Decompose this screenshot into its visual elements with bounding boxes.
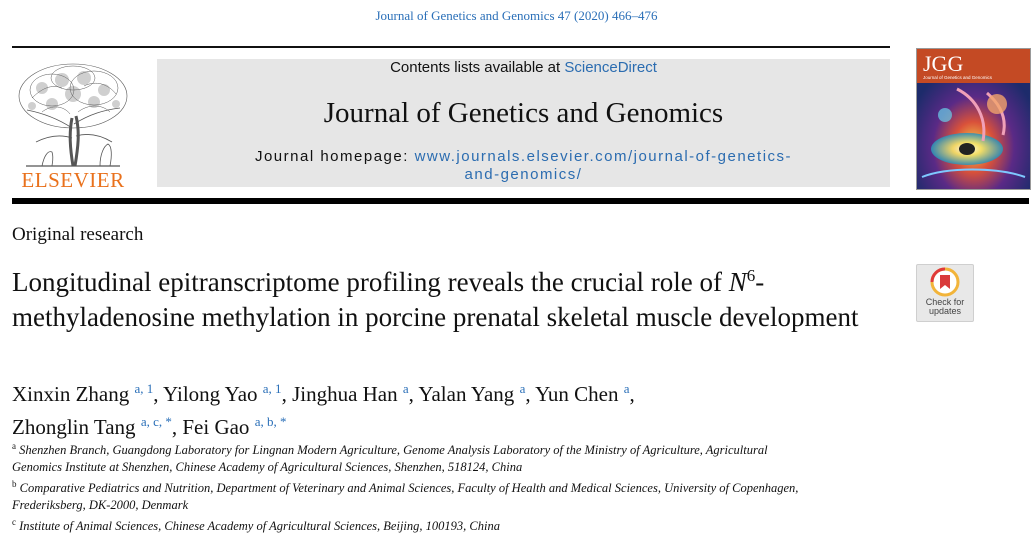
author-affil-link[interactable]: a <box>623 381 630 396</box>
homepage-link-line1[interactable]: www.journals.elsevier.com/journal-of-genetics- <box>414 148 793 165</box>
check-updates-line2: updates <box>928 306 962 316</box>
affiliation-text: Comparative Pediatrics and Nutrition, Department of Veterinary and Animal Sciences, Faculty of Health and Medical Sciences, University of Copenhagen, <box>19 481 799 496</box>
author-separator: , <box>153 382 163 406</box>
author[interactable]: Yun Chen <box>535 382 619 406</box>
title-part-2: -methyladenosine methylation in porcine prenatal skeletal muscle development <box>12 267 859 332</box>
homepage-prefix: Journal homepage: <box>254 148 415 165</box>
author[interactable]: Xinxin Zhang <box>12 382 130 406</box>
check-updates-label <box>917 298 973 316</box>
affiliation-line <box>12 514 1022 535</box>
title-superscript: 6 <box>746 266 756 285</box>
author-affil-link[interactable]: a, b, * <box>254 414 287 429</box>
journal-homepage <box>157 148 890 184</box>
author[interactable]: Fei Gao <box>182 415 250 439</box>
affiliation-line <box>12 459 1022 476</box>
affiliation-mark: c <box>12 517 16 528</box>
journal-header <box>157 59 890 187</box>
affiliation-line <box>12 438 1022 459</box>
cover-jgg-title: JGG <box>923 51 964 76</box>
contents-line <box>157 59 890 76</box>
affiliation-text: Institute of Animal Sciences, Chinese Academy of Agricultural Sciences, Beijing, 100193, China <box>19 519 500 534</box>
top-rule <box>12 46 890 48</box>
author-separator: , <box>171 415 183 439</box>
author-affil-link[interactable]: a <box>519 381 526 396</box>
author-affil-link[interactable]: a, c, * <box>140 414 172 429</box>
author-separator: , <box>525 382 536 406</box>
header-divider <box>12 198 1029 204</box>
affiliation-line <box>12 497 1022 514</box>
affiliation-mark: b <box>12 479 17 490</box>
sciencedirect-link[interactable]: ScienceDirect <box>564 59 657 76</box>
article-type: Original research <box>12 224 144 245</box>
author-separator: , <box>629 382 635 406</box>
author-separator: , <box>408 382 419 406</box>
affiliation-text: Shenzhen Branch, Guangdong Laboratory for Lingnan Modern Agriculture, Genome Analysis Laboratory of the Ministry of Agriculture, Agricultural <box>19 443 768 458</box>
check-for-updates-button[interactable] <box>916 264 974 322</box>
author-affil-link[interactable]: a <box>402 381 409 396</box>
elsevier-wordmark[interactable]: ELSEVIER <box>21 168 125 192</box>
title-italic-n: N <box>728 267 747 297</box>
author-affil-link[interactable]: a, 1 <box>134 381 154 396</box>
author[interactable]: Zhonglin Tang <box>12 415 136 439</box>
affiliation-text: Frederiksberg, DK-2000, Denmark <box>12 498 189 513</box>
journal-title: Journal of Genetics and Genomics <box>323 97 724 129</box>
cover-subtitle: Journal of Genetics and Genomics <box>923 75 993 80</box>
author-list <box>12 375 912 441</box>
affiliation-line <box>12 476 1022 497</box>
journal-citation[interactable]: Journal of Genetics and Genomics 47 (2020) 466–476 <box>375 8 658 23</box>
author[interactable]: Jinghua Han <box>292 382 398 406</box>
check-updates-line1: Check for <box>925 297 965 307</box>
check-updates-icon <box>917 265 973 299</box>
author-affil-link[interactable]: a, 1 <box>262 381 282 396</box>
title-part-1: Longitudinal epitranscriptome profiling reveals the crucial role of <box>12 267 729 297</box>
contents-prefix: Contents lists available at <box>390 59 565 76</box>
affiliations <box>12 438 1022 535</box>
homepage-link-line2[interactable]: and-genomics/ <box>464 166 583 183</box>
author[interactable]: Yilong Yao <box>163 382 258 406</box>
author[interactable]: Yalan Yang <box>418 382 515 406</box>
affiliation-mark: a <box>12 441 16 451</box>
author-separator: , <box>281 382 293 406</box>
journal-cover-image[interactable] <box>916 48 1031 190</box>
article-title <box>12 258 902 335</box>
affiliation-text: Genomics Institute at Shenzhen, Chinese Academy of Agricultural Sciences, Shenzhen, 518124, China <box>12 460 523 475</box>
